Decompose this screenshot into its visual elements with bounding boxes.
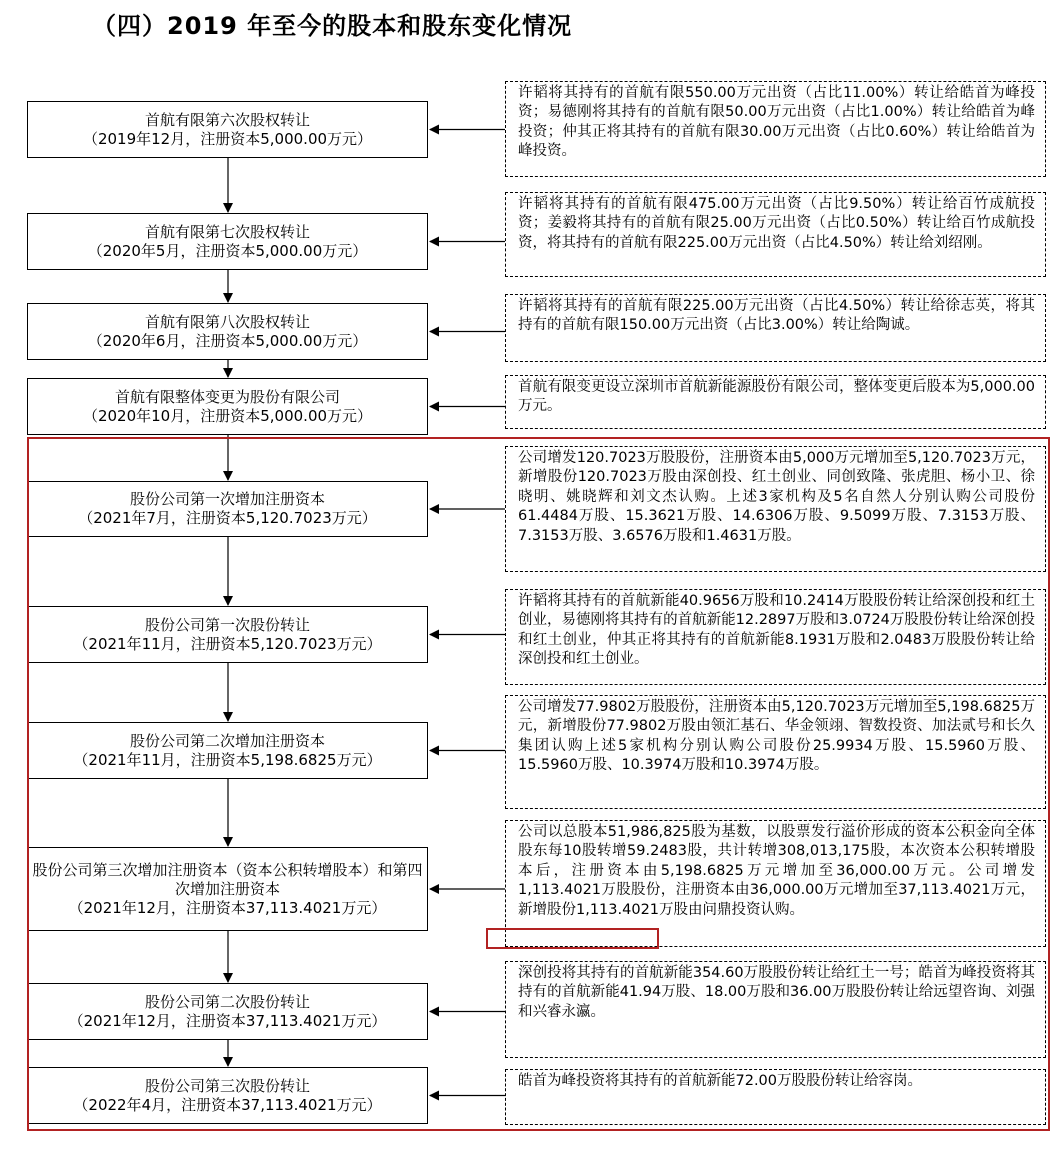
note-box-3: 许韬将其持有的首航有限225.00万元出资（占比4.50%）转让给徐志英，将其持有的首航有限150.00万元出资（占比3.00%）转让给陶诚。 [505,294,1046,362]
stage-box-2 [27,213,428,270]
stage-name: 股份公司第二次增加注册资本 [129,731,325,750]
stage-name: 首航有限第八次股权转让 [144,312,310,331]
stage-box-3 [27,303,428,360]
stage-name: 首航有限第七次股权转让 [144,222,310,241]
stage-name: 股份公司第一次增加注册资本 [129,490,325,508]
stage-detail: （2021年11月，注册资本5,198.6825万元） [73,750,382,769]
stage-name: 股份公司第三次增加注册资本（资本公积转增股本）和第四次增加注册资本 [32,860,423,898]
note-box-2: 许韬将其持有的首航有限475.00万元出资（占比9.50%）转让给百竹成航投资；姜毅将其持有的首航有限25.00万元出资（占比0.50%）转让给百竹成航投资，将其持有的首航有限225.00万元出资（占比4.50%）转让给刘绍刚。 [505,192,1046,277]
note-box-7: 公司增发77.9802万股股份，注册资本由5,120.7023万元增加至5,198.6825万元，新增股份77.9802万股由领汇基石、华金领翊、智数投资、加法贰号和长久集团认购上述5家机构分别认购公司股份25.9934万股、15.5960万股、15.5960万股、10.3974万股和10.3974万股。 [505,695,1046,809]
red-highlight-frame [27,437,1050,1131]
stage-detail: （2020年5月，注册资本5,000.00万元） [87,241,368,260]
section-title: （四）2019 年至今的股本和股东变化情况 [92,12,573,40]
note-box-5: 公司增发120.7023万股股份，注册资本由5,000万元增加至5,120.7023万元，新增股份120.7023万股由深创投、红土创业、同创致隆、张虎胆、杨小卫、徐晓明、姚晓辉和刘文杰认购。上述3家机构及5名自然人分别认购公司股份61.4484万股、15.3621万股、14.6306万股、9.5099万股、7.3153万股、7.3153万股、3.6576万股和1.4631万股。 [505,446,1046,572]
stage-detail: （2021年7月，注册资本5,120.7023万元） [78,509,377,527]
stage-detail: （2019年12月，注册资本5,000.00万元） [82,129,373,148]
stage-detail: （2020年6月，注册资本5,000.00万元） [87,331,368,350]
stage-detail: （2020年10月，注册资本5,000.00万元） [82,406,373,425]
stage-detail: （2021年12月，注册资本37,113.4021万元） [68,898,387,917]
note-box-1: 许韬将其持有的首航有限550.00万元出资（占比11.00%）转让给皓首为峰投资；易德刚将其持有的首航有限50.00万元出资（占比1.00%）转让给皓首为峰投资；仲其正将其持有的首航有限30.00万元出资（占比0.60%）转让给皓首为峰投资。 [505,81,1046,177]
stage-detail: （2021年12月，注册资本37,113.4021万元） [68,1011,387,1030]
red-inline-highlight [486,928,659,949]
note-box-8: 公司以总股本51,986,825股为基数，以股票发行溢价形成的资本公积金向全体股东每10股转增59.2483股，共计转增308,013,175股，本次资本公积转增股本后，注册资本由5,198.6825万元增加至36,000.00万元。公司增发1,113.4021万股股份，注册资本由36,000.00万元增加至37,113.4021万元，新增股份1,113.4021万股由问鼎投资认购。 [505,820,1046,947]
note-box-4: 首航有限变更设立深圳市首航新能源股份有限公司，整体变更后股本为5,000.00万元。 [505,375,1046,429]
stage-box-4 [27,378,428,435]
stage-name: 股份公司第三次股份转让 [144,1076,310,1095]
stage-detail: （2022年4月，注册资本37,113.4021万元） [73,1095,382,1114]
stage-name: 首航有限第六次股权转让 [144,110,310,129]
stage-name: 股份公司第一次股份转让 [144,615,310,634]
stage-name: 首航有限整体变更为股份有限公司 [114,387,340,406]
note-box-10: 皓首为峰投资将其持有的首航新能72.00万股股份转让给容岗。 [505,1069,1046,1125]
note-box-9: 深创投将其持有的首航新能354.60万股股份转让给红土一号；皓首为峰投资将其持有的首航新能41.94万股、18.00万股和36.00万股股份转让给远望咨询、刘强和兴睿永瀛。 [505,961,1046,1058]
stage-detail: （2021年11月，注册资本5,120.7023万元） [73,634,382,653]
note-box-6: 许韬将其持有的首航新能40.9656万股和10.2414万股股份转让给深创投和红土创业，易德刚将其持有的首航新能12.2897万股和3.0724万股股份转让给深创投和红土创业，仲其正将其持有的首航新能8.1931万股和2.0483万股股份转让给深创投和红土创业。 [505,589,1046,685]
stage-box-1 [27,101,428,158]
stage-name: 股份公司第二次股份转让 [144,992,310,1011]
